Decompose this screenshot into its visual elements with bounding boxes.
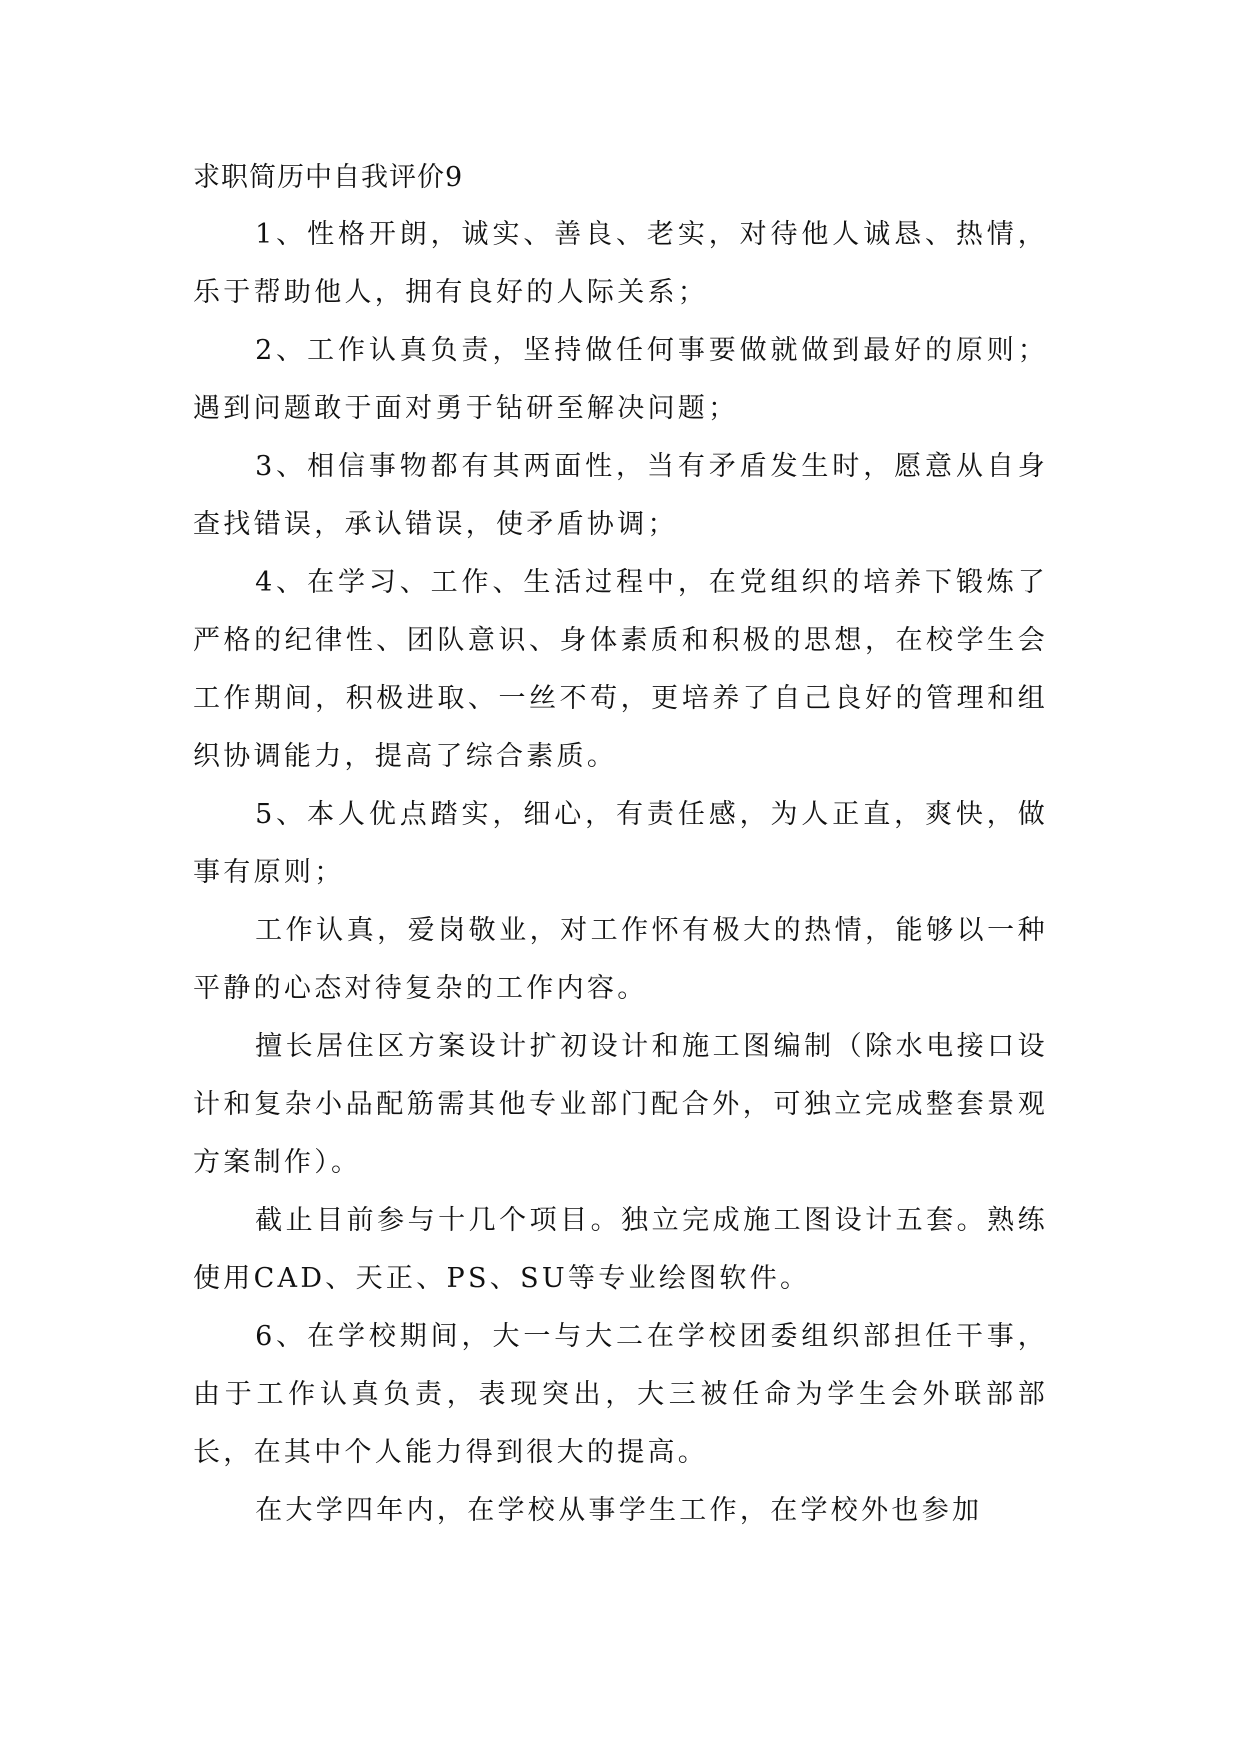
paragraph-4: 4、在学习、工作、生活过程中，在党组织的培养下锻炼了严格的纪律性、团队意识、身体素质和积极的思想，在校学生会工作期间，积极进取、一丝不苟，更培养了自己良好的管理和组织协调能力，提高了综合素质。 xyxy=(193,567,1048,772)
document-title: 求职简历中自我评价9 xyxy=(193,162,464,193)
paragraph-3: 3、相信事物都有其两面性，当有矛盾发生时，愿意从自身查找错误，承认错误，使矛盾协调； xyxy=(193,451,1048,540)
paragraph-2: 2、工作认真负责，坚持做任何事要做就做到最好的原则；遇到问题敢于面对勇于钻研至解决问题； xyxy=(193,335,1048,424)
paragraph-9: 6、在学校期间，大一与大二在学校团委组织部担任干事，由于工作认真负责，表现突出，大三被任命为学生会外联部部长，在其中个人能力得到很大的提高。 xyxy=(193,1321,1048,1468)
paragraph-6: 工作认真，爱岗敬业，对工作怀有极大的热情，能够以一种平静的心态对待复杂的工作内容。 xyxy=(193,915,1048,1004)
paragraph-10: 在大学四年内，在学校从事学生工作，在学校外也参加 xyxy=(255,1495,983,1526)
paragraph-7: 擅长居住区方案设计扩初设计和施工图编制（除水电接口设计和复杂小品配筋需其他专业部门配合外，可独立完成整套景观方案制作）。 xyxy=(193,1031,1048,1178)
paragraph-8: 截止目前参与十几个项目。独立完成施工图设计五套。熟练使用CAD、天正、PS、SU等专业绘图软件。 xyxy=(193,1205,1048,1294)
paragraph-1: 1、性格开朗，诚实、善良、老实，对待他人诚恳、热情，乐于帮助他人，拥有良好的人际关系； xyxy=(193,219,1048,308)
paragraph-5: 5、本人优点踏实，细心，有责任感，为人正直，爽快，做事有原则； xyxy=(193,799,1048,888)
document-page xyxy=(193,160,1048,1540)
